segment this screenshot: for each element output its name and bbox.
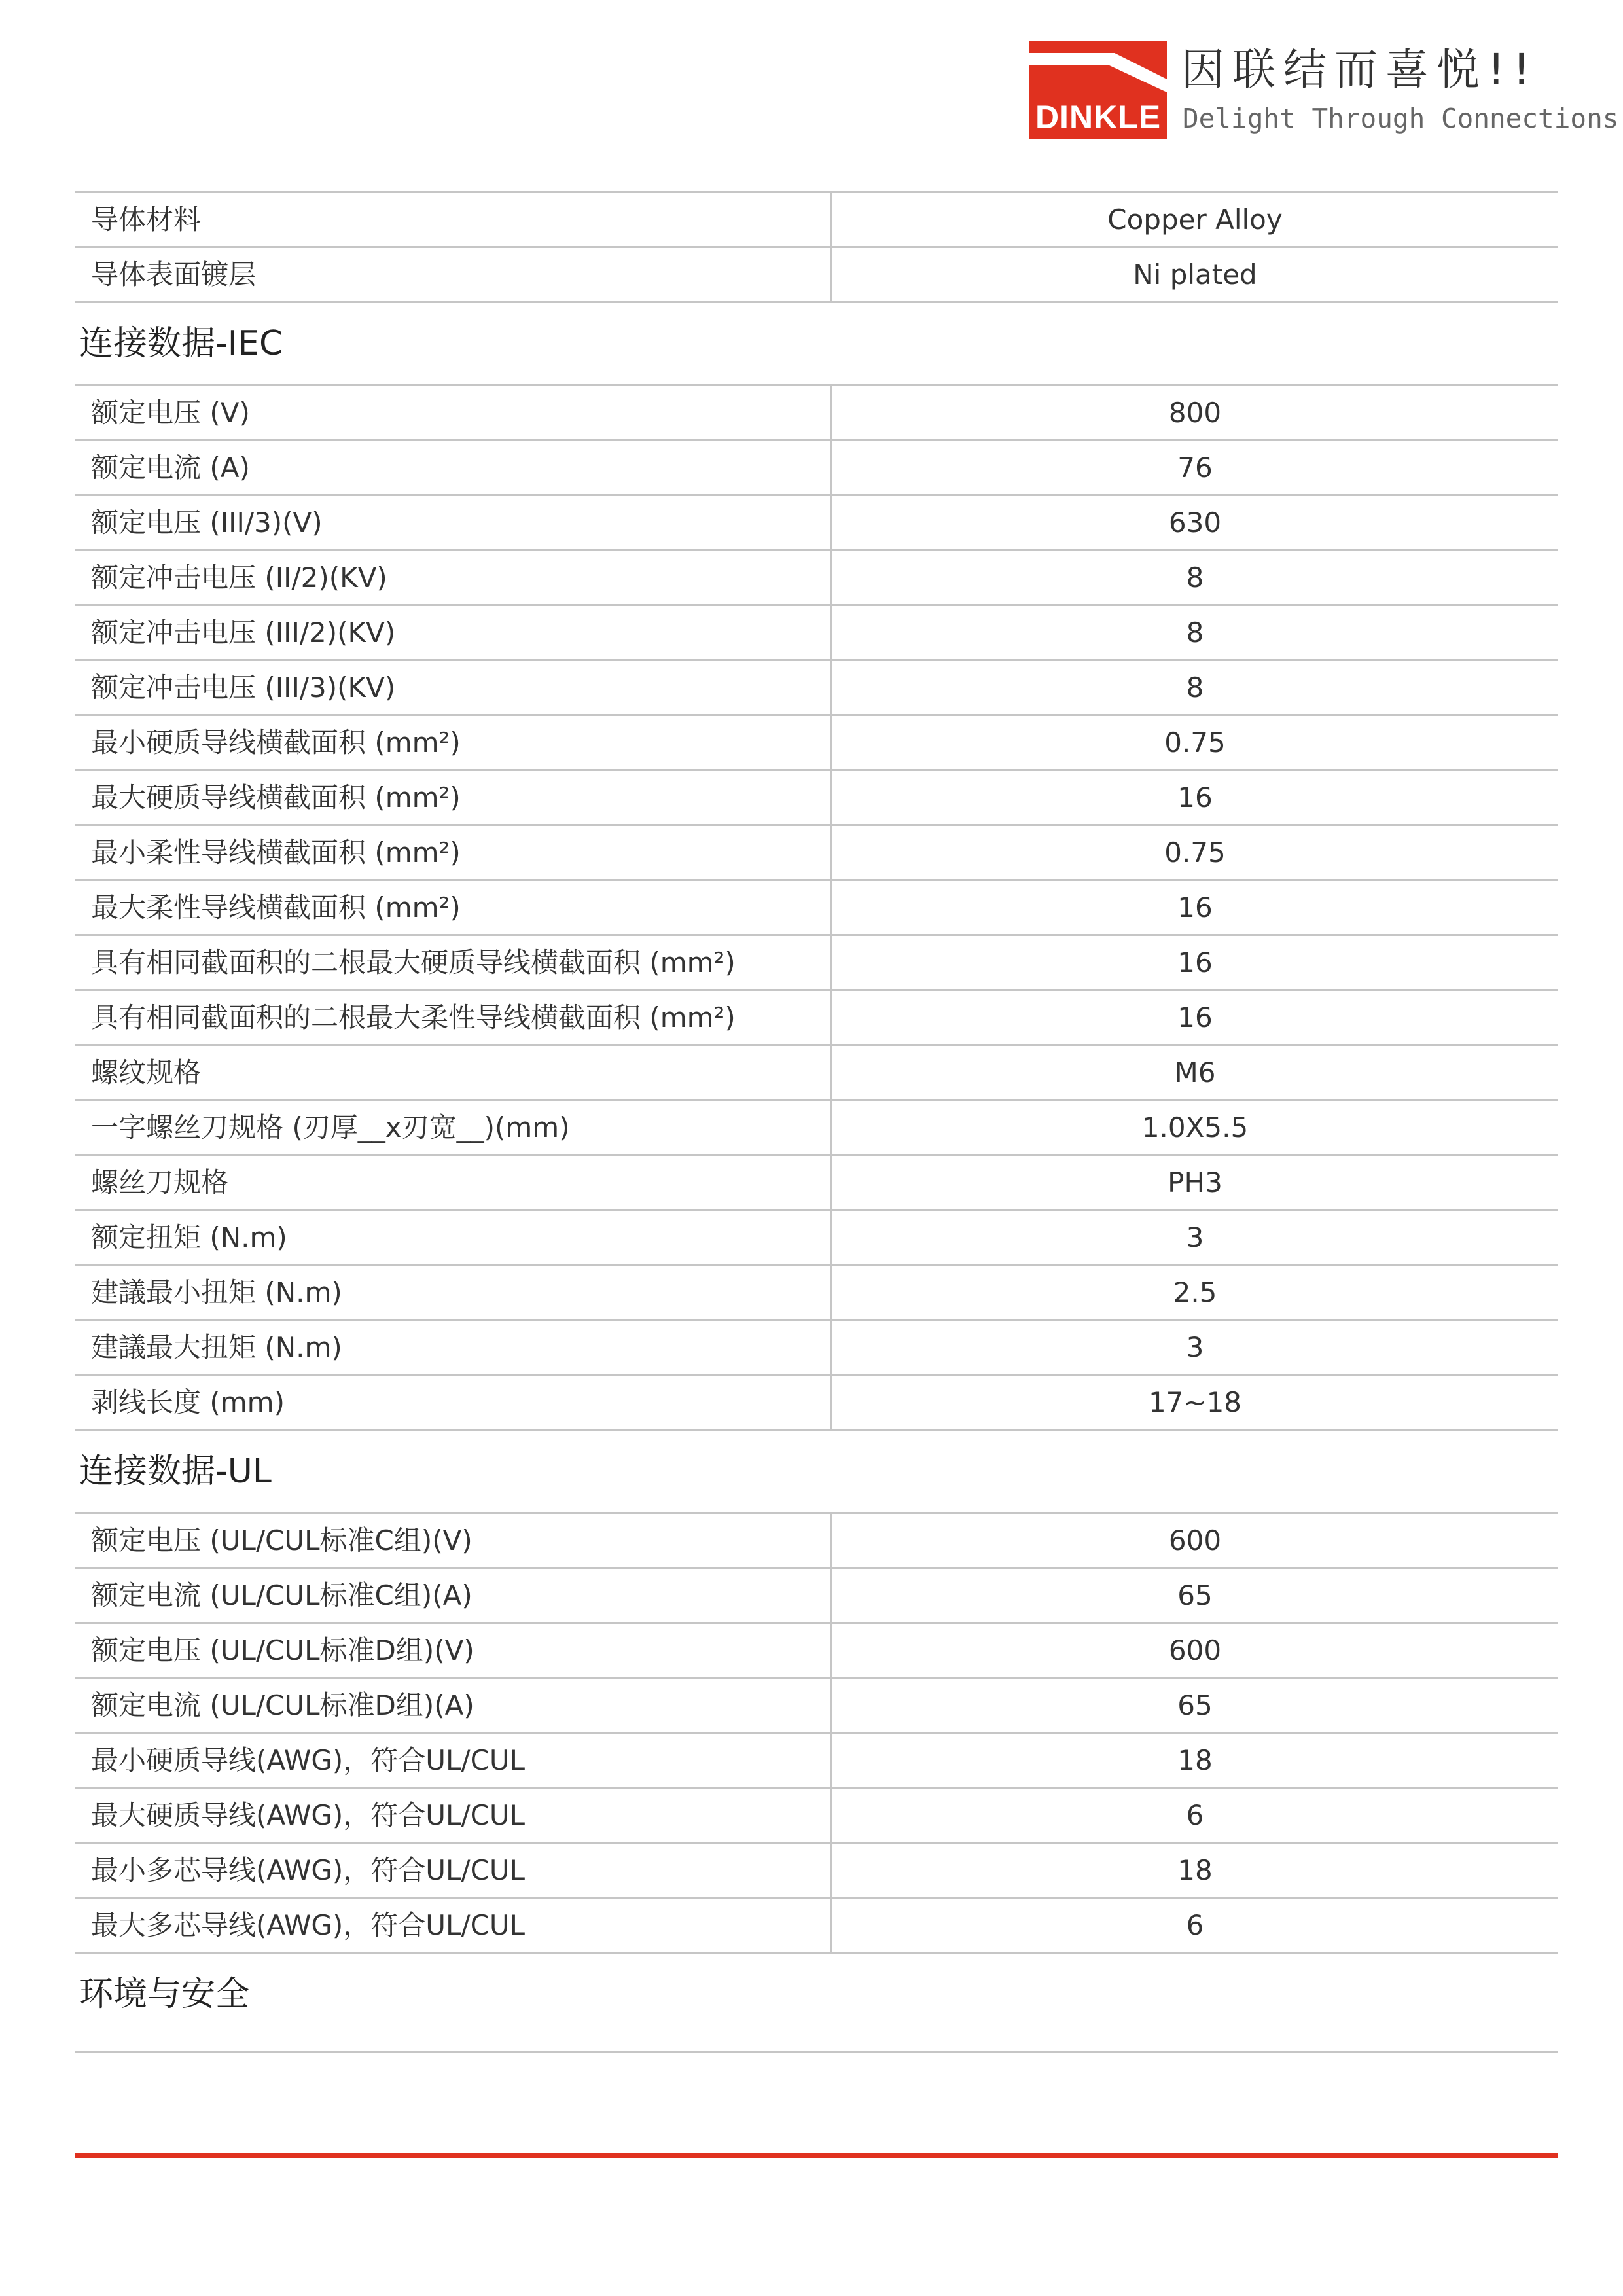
row-label: 额定扭矩 (N.m) [75,1210,832,1265]
table-row [75,1513,1558,1568]
table-row [75,825,1558,880]
row-value: 630 [832,495,1558,550]
row-label: 最小柔性导线横截面积 (mm²) [75,825,832,880]
table-row [75,1320,1558,1375]
row-label: 建議最大扭矩 (N.m) [75,1320,832,1375]
row-value: 18 [832,1733,1558,1788]
row-value: PH3 [832,1155,1558,1210]
row-value: 16 [832,935,1558,990]
row-label: 额定电压 (V) [75,386,832,440]
table-row [75,990,1558,1045]
row-value: 3 [832,1320,1558,1375]
row-value: 600 [832,1623,1558,1678]
row-value: 2.5 [832,1265,1558,1320]
slogan-chinese: 因联结而喜悦!! [1181,45,1538,95]
row-value: 800 [832,386,1558,440]
row-label: 剥线长度 (mm) [75,1375,832,1430]
section-title-iec: 连接数据-IEC [79,324,283,363]
table-row [75,660,1558,715]
table-row [75,1843,1558,1898]
table-row [75,192,1558,247]
row-label: 额定冲击电压 (III/2)(KV) [75,605,832,660]
table-row [75,1678,1558,1733]
row-value: 1.0X5.5 [832,1100,1558,1155]
row-value: 16 [832,880,1558,935]
row-value: 16 [832,770,1558,825]
row-value: 65 [832,1678,1558,1733]
table-row [75,1623,1558,1678]
row-label: 最大多芯导线(AWG)，符合UL/CUL [75,1898,832,1953]
row-label: 螺纹规格 [75,1045,832,1100]
row-label: 最大硬质导线(AWG)，符合UL/CUL [75,1788,832,1843]
row-label: 额定电压 (UL/CUL标准D组)(V) [75,1623,832,1678]
row-label: 额定电流 (A) [75,440,832,495]
row-label: 额定冲击电压 (III/3)(KV) [75,660,832,715]
table-row [75,1155,1558,1210]
row-value: 18 [832,1843,1558,1898]
row-value: 6 [832,1898,1558,1953]
row-value: 76 [832,440,1558,495]
ul-table [75,1512,1558,1954]
row-label: 最小硬质导线横截面积 (mm²) [75,715,832,770]
table-row [75,1733,1558,1788]
table-row [75,880,1558,935]
table-row [75,1210,1558,1265]
row-value: 8 [832,550,1558,605]
row-label: 额定电流 (UL/CUL标准D组)(A) [75,1678,832,1733]
section-divider [75,2051,1558,2053]
row-label: 具有相同截面积的二根最大柔性导线横截面积 (mm²) [75,990,832,1045]
row-label: 额定电流 (UL/CUL标准C组)(A) [75,1568,832,1623]
table-row [75,935,1558,990]
section-title-environment: 环境与安全 [79,1975,250,2014]
row-label: 具有相同截面积的二根最大硬质导线横截面积 (mm²) [75,935,832,990]
row-label: 最大柔性导线横截面积 (mm²) [75,880,832,935]
table-row [75,1375,1558,1430]
table-row [75,1100,1558,1155]
table-row [75,1045,1558,1100]
table-row [75,495,1558,550]
row-value: 0.75 [832,825,1558,880]
slogan-english: Delight Through Connections [1183,103,1619,134]
row-value: 8 [832,660,1558,715]
row-label: 额定冲击电压 (II/2)(KV) [75,550,832,605]
row-value: 8 [832,605,1558,660]
spec-content [75,191,1558,2053]
row-value: Ni plated [832,247,1558,302]
row-label: 最小硬质导线(AWG)，符合UL/CUL [75,1733,832,1788]
table-row [75,440,1558,495]
material-table [75,191,1558,303]
table-row [75,247,1558,302]
table-row [75,550,1558,605]
logo-wordmark: DINKLE [1035,99,1162,135]
table-row [75,386,1558,440]
table-row [75,1568,1558,1623]
row-value: 600 [832,1513,1558,1568]
row-label: 建議最小扭矩 (N.m) [75,1265,832,1320]
row-value: 6 [832,1788,1558,1843]
row-value: 0.75 [832,715,1558,770]
row-label: 最小多芯导线(AWG)，符合UL/CUL [75,1843,832,1898]
table-row [75,605,1558,660]
row-value: 16 [832,990,1558,1045]
row-value: Copper Alloy [832,192,1558,247]
table-row [75,770,1558,825]
row-label: 螺丝刀规格 [75,1155,832,1210]
row-label: 最大硬质导线横截面积 (mm²) [75,770,832,825]
row-label: 导体表面镀层 [75,247,832,302]
section-title-ul: 连接数据-UL [79,1452,272,1491]
row-value: 17~18 [832,1375,1558,1430]
footer-accent-line [75,2153,1558,2158]
row-value: M6 [832,1045,1558,1100]
row-label: 额定电压 (UL/CUL标准C组)(V) [75,1513,832,1568]
table-row [75,1265,1558,1320]
row-label: 一字螺丝刀规格 (刃厚__x刃宽__)(mm) [75,1100,832,1155]
row-label: 额定电压 (III/3)(V) [75,495,832,550]
iec-table [75,384,1558,1431]
table-row [75,1788,1558,1843]
table-row [75,715,1558,770]
row-value: 65 [832,1568,1558,1623]
table-row [75,1898,1558,1953]
row-label: 导体材料 [75,192,832,247]
brand-logo [1029,41,1619,146]
row-value: 3 [832,1210,1558,1265]
